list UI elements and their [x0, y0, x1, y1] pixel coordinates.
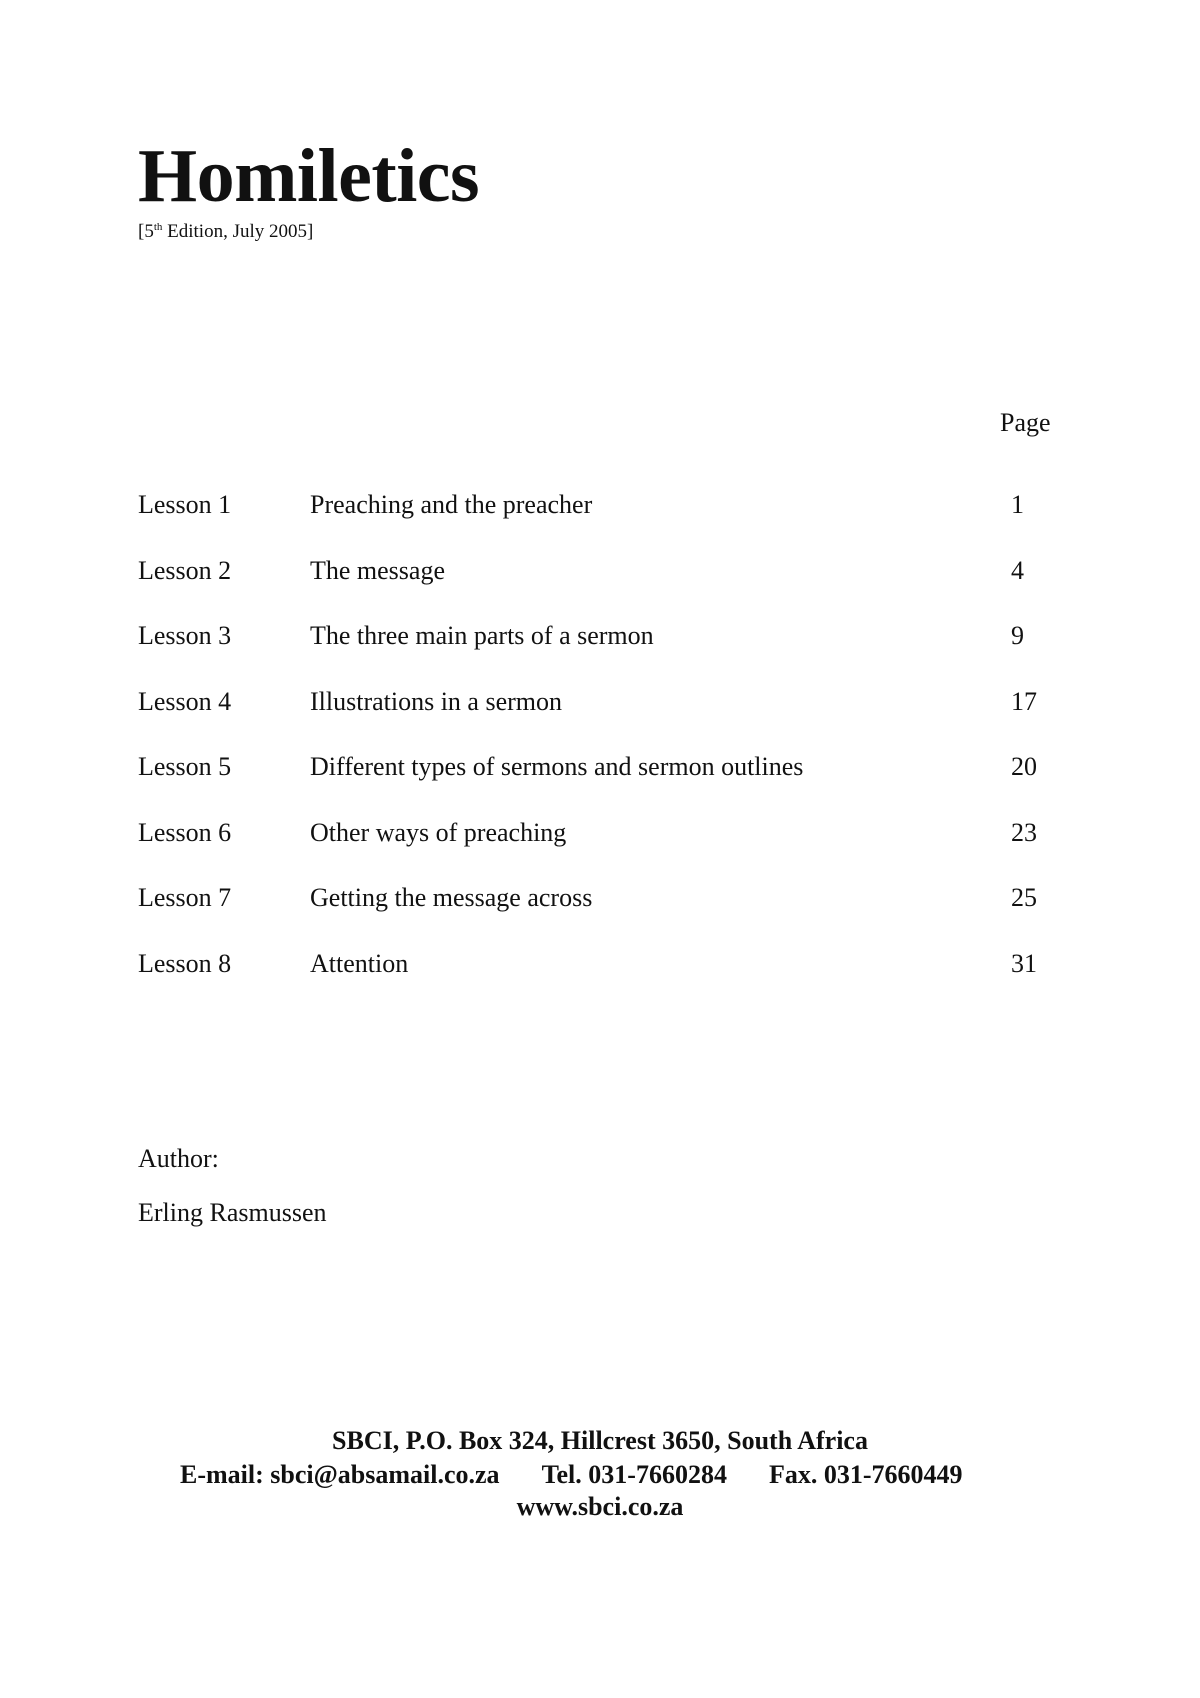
- toc-row: [138, 883, 1098, 949]
- toc-lesson-number: Lesson 5: [138, 752, 232, 781]
- author-name: Erling Rasmussen: [138, 1198, 327, 1227]
- edition-suffix: Edition, July 2005]: [162, 221, 314, 242]
- toc-page-number: 31: [1011, 948, 1037, 978]
- toc-lesson-title: Illustrations in a sermon: [310, 686, 563, 716]
- edition-prefix: [5: [138, 221, 154, 242]
- toc-page-number: 1: [1011, 490, 1024, 519]
- footer-email: E-mail: sbci@absamail.co.za: [180, 1460, 500, 1489]
- toc-lesson-number: Lesson 3: [138, 621, 232, 650]
- toc-page-number: 4: [1011, 555, 1024, 585]
- toc-page-number: 23: [1011, 817, 1037, 847]
- toc-lesson-title: Attention: [310, 948, 409, 978]
- toc-page-number: 9: [1011, 621, 1024, 650]
- toc-lesson-number: Lesson 8: [138, 948, 232, 978]
- footer-contact-line: [180, 1462, 963, 1488]
- edition-note: [138, 222, 313, 241]
- toc-lesson-title: Getting the message across: [310, 883, 593, 912]
- toc-row: [138, 949, 1098, 1015]
- footer-fax: Fax. 031-7660449: [768, 1460, 963, 1489]
- toc-row: [138, 556, 1098, 622]
- toc-page-header: Page: [1000, 408, 1051, 437]
- toc-row: [138, 752, 1098, 818]
- toc-lesson-number: Lesson 2: [138, 555, 232, 585]
- toc-lesson-title: The three main parts of a sermon: [310, 621, 654, 650]
- toc-page-number: 20: [1011, 752, 1037, 781]
- footer-website: www.sbci.co.za: [516, 1492, 684, 1521]
- toc-page-number: 25: [1011, 883, 1037, 912]
- author-label: Author:: [138, 1144, 219, 1173]
- document-title: Homiletics: [138, 134, 480, 218]
- toc-lesson-number: Lesson 6: [138, 817, 232, 847]
- table-of-contents: [138, 490, 1098, 1014]
- toc-lesson-number: Lesson 7: [138, 883, 232, 912]
- toc-row: [138, 490, 1098, 556]
- toc-lesson-title: Different types of sermons and sermon outlines: [310, 752, 804, 781]
- toc-lesson-number: Lesson 1: [138, 490, 232, 519]
- toc-lesson-title: Other ways of preaching: [310, 817, 567, 847]
- edition-ordinal-suffix: th: [153, 221, 163, 233]
- toc-lesson-number: Lesson 4: [138, 686, 232, 716]
- toc-row: [138, 621, 1098, 687]
- toc-row: [138, 687, 1098, 753]
- footer-telephone: Tel. 031-7660284: [541, 1460, 727, 1489]
- toc-lesson-title: Preaching and the preacher: [310, 490, 593, 519]
- toc-page-number: 17: [1011, 686, 1037, 716]
- toc-row: [138, 818, 1098, 884]
- toc-lesson-title: The message: [310, 555, 446, 585]
- footer-address: SBCI, P.O. Box 324, Hillcrest 3650, South Africa: [332, 1426, 868, 1455]
